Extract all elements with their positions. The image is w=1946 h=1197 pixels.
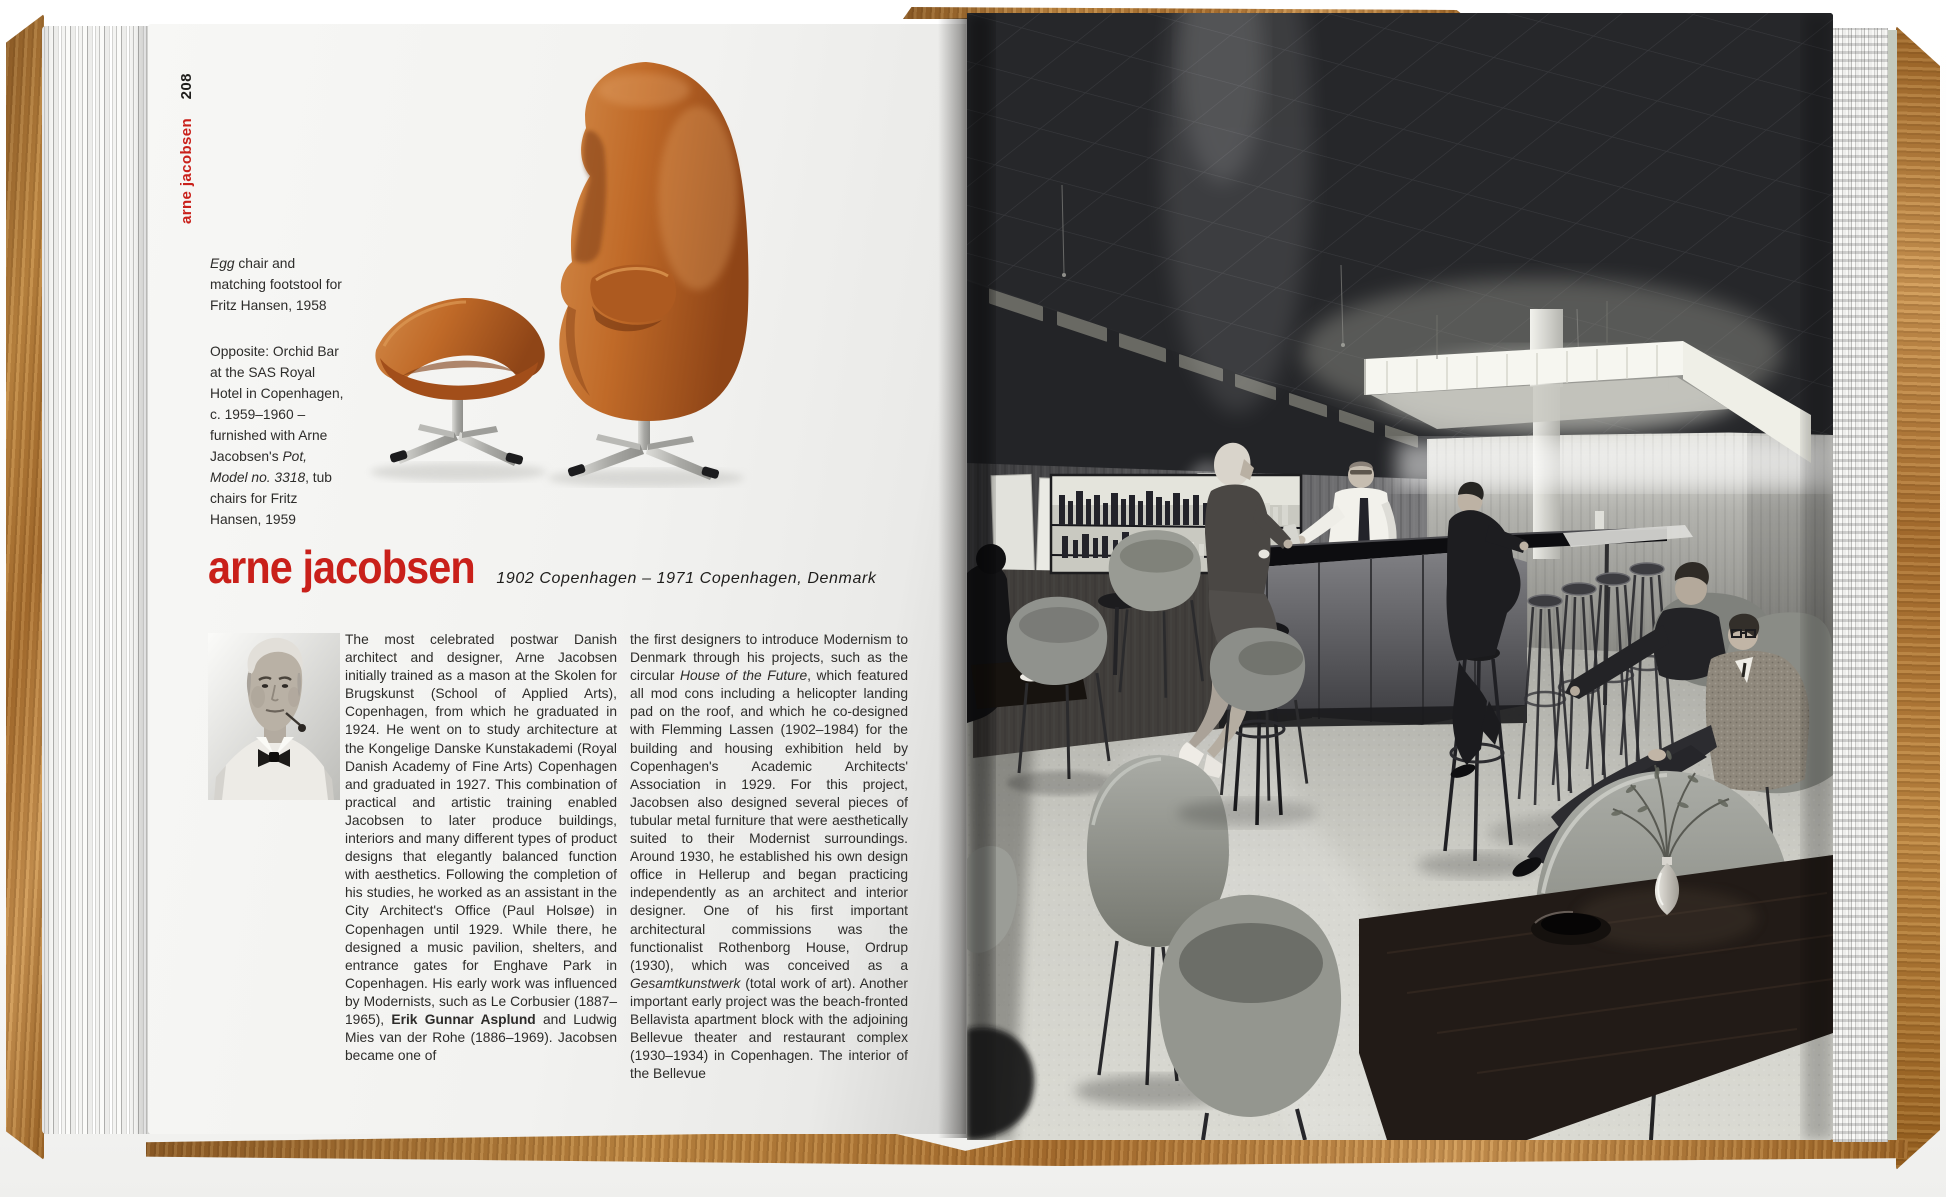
page-block-right-tint	[1888, 30, 1897, 1140]
floor-shadow	[1417, 852, 1537, 878]
article-column-2: the first designers to introduce Modernism to Denmark through his projects, such as the circular House of the Future, which featured all mod cons including a helicopter landing pad on the roof, and which he co-designed with Flemming Lassen (1902–1984) for the building and housing exhibition held by Copenhagen's Academic Architects' Association in 1929. For this project, Jacobsen also designed several pieces of tubular metal furniture that were aesthetically suited to their Modernist surroundings. Around 1930, he established his own design office in Hellerup and began practicing independently as an architect and interior designer. One of his first important architectural commissions was the functionalist Rothenborg House, Ordrup (1930), which was conceived as a Gesamtkunstwerk (total work of art). Another important early project was the beach-fronted Bellavista apartment block with the adjoining Bellevue theater and restaurant complex (1930–1934) in Copenhagen. The interior of the Bellevue	[630, 632, 909, 1082]
book-cover-left-edge	[6, 14, 44, 1160]
orchid-bar-photo-page	[967, 13, 1833, 1140]
portrait-photo	[208, 633, 340, 800]
book-cover-right-edge	[1896, 26, 1940, 1170]
floor-shadow	[1177, 799, 1317, 827]
column	[1530, 309, 1563, 559]
designer-name-heading: arne jacobsen	[208, 541, 475, 593]
caption-egg-chair: Egg chair and matching footstool for Fritz Hansen, 1958	[210, 256, 342, 313]
left-page	[148, 24, 966, 1134]
page-number: 208	[178, 73, 195, 100]
page-block-right	[1833, 28, 1888, 1142]
page-block-left	[42, 26, 150, 1134]
designer-dates: 1902 Copenhagen – 1971 Copenhagen, Denmark	[496, 570, 877, 587]
sidebar-designer-name: arne jacobsen	[178, 117, 195, 224]
egg-chair-photo	[346, 48, 766, 488]
orchid-bar-photo	[967, 13, 1833, 1140]
designer-heading-row	[208, 540, 877, 594]
egg-chair	[559, 62, 748, 480]
book-gutter-shadow	[938, 18, 968, 1138]
egg-footstool	[375, 298, 544, 466]
sidebar-running-head	[178, 73, 195, 224]
article-column-1: The most celebrated postwar Danish architect and designer, Arne Jacobsen initially trained as a mason at the Skolen for Brugskunst (School of Applied Arts), Copenhagen, from which he graduated in 1924. He went on to study architecture at the Kongelige Danske Kunstakademi (Royal Danish Academy of Fine Arts) Copenhagen and graduated in 1927. This combination of practical and artistic training enabled Jacobsen to later produce buildings, interiors and many different types of product designs that elegantly balanced function with aesthetics. Following the completion of his studies, he worked as an assistant in the City Architect's Office (Paul Holsøe) in Copenhagen until 1929. While there, he designed a music pavilion, shelters, and entrance gates for Enghave Park in Copenhagen. His early work was influenced by Modernists, such as Le Corbusier (1887–1965), Erik Gunnar Asplund and Ludwig Mies van der Rohe (1886–1969). Jacobsen became one of	[345, 632, 617, 1064]
caption-opposite-photo: Opposite: Orchid Bar at the SAS Royal Hotel in Copenhagen, c. 1959–1960 – furnished with Arne Jacobsen's Pot, Model no. 3318, tub chairs for Fritz Hansen, 1959	[210, 344, 344, 527]
